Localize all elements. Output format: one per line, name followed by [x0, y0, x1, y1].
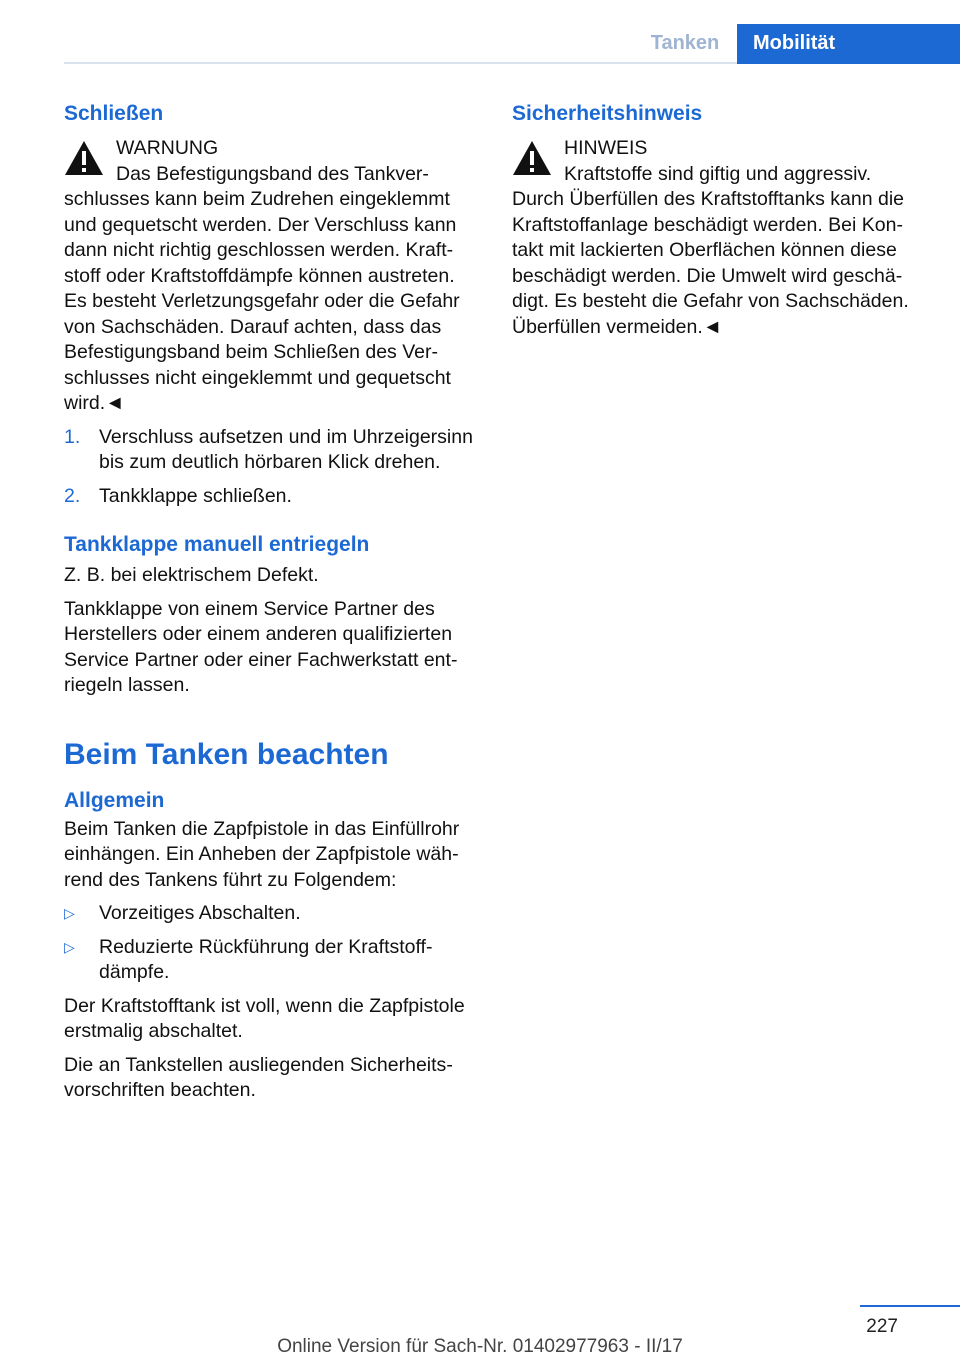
warning-triangle-icon — [512, 140, 552, 176]
right-column — [512, 100, 916, 348]
step-item — [64, 484, 480, 510]
warning-label: WARNUNG — [116, 137, 219, 159]
notice-box — [512, 136, 916, 340]
paragraph: Beim Tanken die Zapfpistole in das Einfüllrohr einhängen. Ein Anheben der Zapfpistole während des Tankens führt zu Folgendem: — [64, 817, 460, 891]
warning-text: Das Befestigungsband des Tankverschlusses kann beim Zudrehen eingeklemmt und gequetscht werden. Der Verschluss kann dann nicht richtig geschlossen werden. Kraftstoff oder Kraftstoffdämpfe können austreten. Es besteht Verletzungsgefahr oder die Gefahr von Sachschäden. Darauf achten, dass das Befestigungsband beim Schließen des Verschlusses nicht eingeklemmt und gequetscht wird.◄ — [64, 162, 460, 414]
warning-triangle-icon — [64, 140, 104, 176]
paragraph: Z. B. bei elektrischem Defekt. — [64, 564, 319, 586]
list-item-text: Reduzierte Rückführung der Kraftstoffdämpfe. — [99, 935, 433, 983]
paragraph: Die an Tankstellen ausliegenden Sicherheitsvorschriften beachten. — [64, 1053, 453, 1101]
notice-label: HINWEIS — [564, 137, 648, 159]
heading-beim-tanken-beachten: Beim Tanken beachten — [64, 737, 389, 771]
list-item-text: Vorzeitiges Abschalten. — [99, 902, 301, 924]
step-text: Tankklappe schließen. — [99, 484, 292, 507]
header-tab-tanken[interactable]: Tanken — [650, 32, 720, 54]
warning-box — [64, 136, 480, 417]
heading-sicherheitshinweis: Sicherheitshinweis — [512, 102, 703, 125]
triangle-right-icon: ▷ — [64, 905, 75, 921]
step-item — [64, 425, 480, 476]
header-tab-mobilitaet[interactable]: Mobilität — [737, 24, 960, 64]
step-text: Verschluss aufsetzen und im Uhrzeigersinn bis zum deutlich hörbaren Klick drehen. — [99, 425, 473, 473]
step-number: 1. — [64, 425, 81, 448]
notice-text: Kraftstoffe sind giftig und aggressiv. Durch Überfüllen des Kraftstofftanks kann die Kraftstoffanlage beschädigt werden. Bei Kontakt mit lackierten Oberflächen können diese beschädigt werden. Die Umwelt wird geschädigt. Es besteht die Gefahr von Sachschäden. Überfüllen vermeiden.◄ — [512, 162, 909, 338]
list-item — [64, 901, 480, 927]
left-column — [64, 100, 480, 1112]
heading-tankklappe-manuell: Tankklappe manuell entriegeln — [64, 533, 370, 556]
paragraph: Tankklappe von einem Service Partner des Herstellers oder einem anderen qualifizierten Service Partner oder einer Fachwerkstatt entriegeln lassen. — [64, 597, 458, 696]
triangle-right-icon: ▷ — [64, 938, 75, 955]
heading-allgemein: Allgemein — [64, 788, 165, 812]
page-number-rule — [860, 1305, 960, 1307]
heading-schliessen: Schließen — [64, 102, 164, 125]
page-number: 227 — [866, 1316, 898, 1337]
paragraph: Der Kraftstofftank ist voll, wenn die Zapfpistole erstmalig abschaltet. — [64, 994, 465, 1042]
step-number: 2. — [64, 484, 81, 507]
list-item — [64, 935, 480, 986]
footer-online-version: Online Version für Sach-Nr. 01402977963 - II/17 — [277, 1336, 683, 1357]
